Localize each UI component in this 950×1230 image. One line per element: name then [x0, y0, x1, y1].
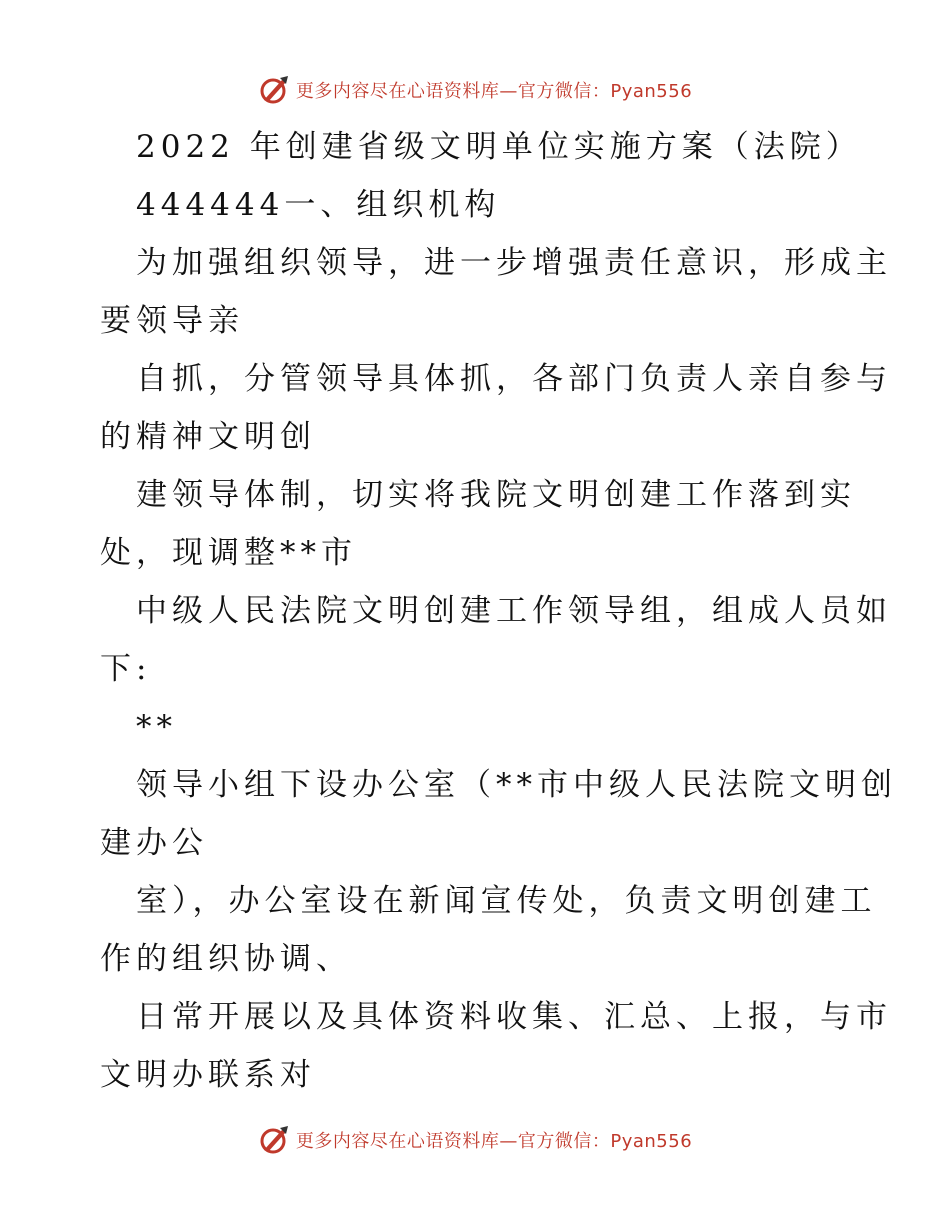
paragraph-line: 日常开展以及具体资料收集、汇总、上报，与市 [136, 999, 892, 1035]
header-watermark-banner [0, 72, 950, 108]
paragraph-line: 领导小组下设办公室（**市中级人民法院文明创 [136, 767, 897, 803]
paragraph-line: 建领导体制，切实将我院文明创建工作落到实 [136, 477, 856, 513]
footer-watermark-banner [0, 1122, 950, 1158]
paragraph-line: 444444一、组织机构 [136, 187, 501, 223]
paragraph-line: 中级人民法院文明创建工作领导组，组成人员如 [136, 593, 892, 629]
paragraph-line: 下: [100, 651, 152, 687]
watermark-text: 更多内容尽在心语资料库—官方微信：Pyan556 [295, 81, 693, 102]
paragraph-line: 2022 年创建省级文明单位实施方案（法院） [136, 129, 862, 165]
paragraph-line: 的精神文明创 [100, 419, 316, 455]
paragraph-line: ** [136, 709, 177, 745]
paragraph-line: 自抓，分管领导具体抓，各部门负责人亲自参与 [136, 361, 892, 397]
pen-logo-icon [258, 1124, 290, 1156]
paragraph-line: 建办公 [100, 825, 208, 861]
paragraph-line: 处，现调整**市 [100, 535, 357, 571]
document-body [100, 118, 897, 1104]
watermark-text: 更多内容尽在心语资料库—官方微信：Pyan556 [295, 1131, 693, 1152]
paragraph-line: 文明办联系对 [100, 1057, 316, 1093]
paragraph-line: 室），办公室设在新闻宣传处，负责文明创建工 [136, 883, 877, 919]
pen-logo-icon [258, 74, 290, 106]
paragraph-line: 作的组织协调、 [100, 941, 352, 977]
paragraph-line: 为加强组织领导，进一步增强责任意识，形成主 [136, 245, 892, 281]
paragraph-line: 要领导亲 [100, 303, 244, 339]
